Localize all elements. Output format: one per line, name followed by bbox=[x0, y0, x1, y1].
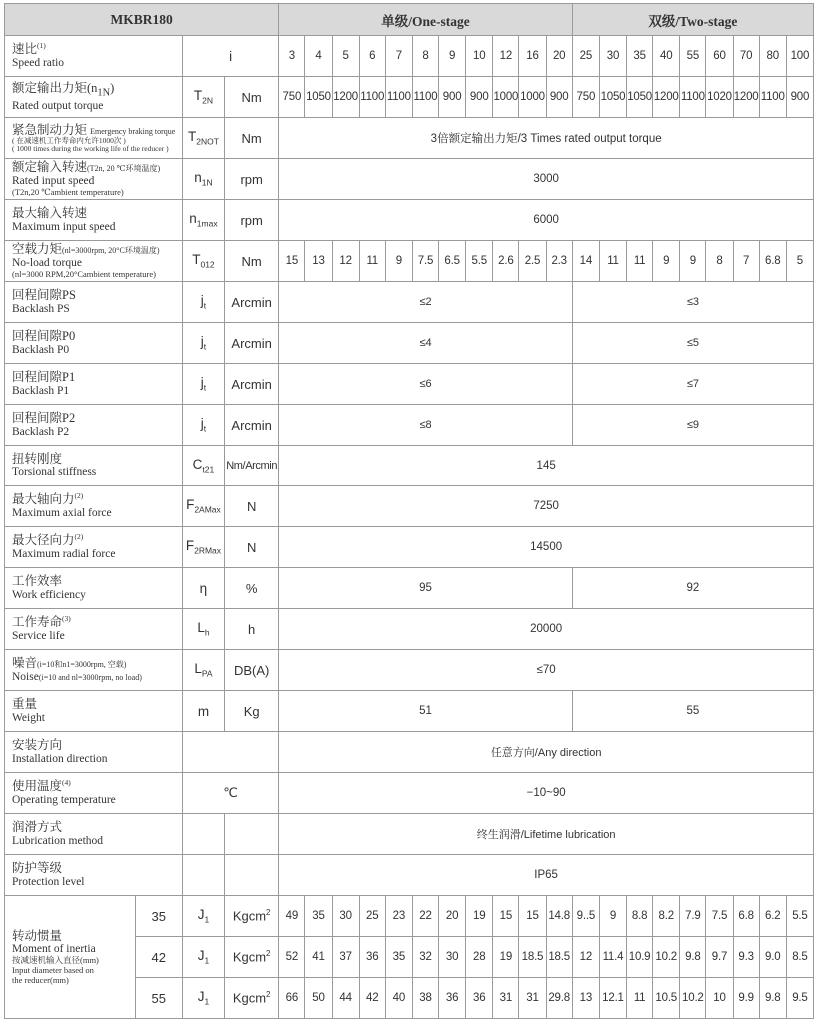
value-cell: 36 bbox=[466, 978, 493, 1019]
value-cell: 任意方向/Any direction bbox=[279, 732, 814, 773]
row-symbol: η bbox=[182, 568, 224, 609]
value-cell: 8.2 bbox=[653, 896, 680, 937]
value-cell: 16 bbox=[519, 36, 546, 77]
value-cell: ≤5 bbox=[572, 323, 813, 364]
protection-row bbox=[5, 855, 814, 896]
value-cell: 1200 bbox=[733, 77, 759, 118]
rated-input-speed-row bbox=[5, 159, 814, 200]
value-cell: 10.2 bbox=[680, 978, 706, 1019]
value-cell: 9.8 bbox=[759, 978, 786, 1019]
row-symbol: $j_t$ bbox=[182, 405, 224, 446]
value-cell: 22 bbox=[412, 896, 438, 937]
row-label: 回程间隙P0 Backlash P0 bbox=[5, 323, 183, 364]
value-cell: 1100 bbox=[359, 77, 385, 118]
installation-row bbox=[5, 732, 814, 773]
row-symbol: $F_{2RMax}$ bbox=[182, 527, 224, 568]
value-cell: 5.5 bbox=[786, 896, 813, 937]
value-cell: 35 bbox=[627, 36, 653, 77]
value-cell: 8 bbox=[412, 36, 438, 77]
value-cell: 13 bbox=[305, 241, 332, 282]
row-unit: N bbox=[225, 527, 279, 568]
value-cell: 36 bbox=[359, 937, 385, 978]
value-cell: 31 bbox=[519, 978, 546, 1019]
value-cell: 14500 bbox=[279, 527, 814, 568]
row-unit: Kgcm$^2$ bbox=[225, 896, 279, 937]
backlash-p1-row bbox=[5, 364, 814, 405]
value-cell: 1100 bbox=[385, 77, 412, 118]
value-cell: 30 bbox=[599, 36, 626, 77]
row-label: 额定输出力矩$(n_{1N})$ Rated output torque bbox=[5, 77, 183, 118]
spec-table bbox=[4, 3, 814, 1019]
value-cell: ≤8 bbox=[279, 405, 573, 446]
value-cell: ≤9 bbox=[572, 405, 813, 446]
operating-temperature-row bbox=[5, 773, 814, 814]
row-symbol: $J_1$ bbox=[182, 937, 224, 978]
value-cell: 30 bbox=[439, 937, 466, 978]
value-cell: 1100 bbox=[759, 77, 786, 118]
speed-ratio-row bbox=[5, 36, 814, 77]
value-cell: 5 bbox=[332, 36, 359, 77]
value-cell: ≤70 bbox=[279, 650, 814, 691]
row-symbol: $L_{PA}$ bbox=[182, 650, 224, 691]
value-cell: 52 bbox=[279, 937, 305, 978]
value-cell: 70 bbox=[733, 36, 759, 77]
value-cell: 55 bbox=[572, 691, 813, 732]
value-cell: 9.5 bbox=[786, 978, 813, 1019]
value-cell: 49 bbox=[279, 896, 305, 937]
max-input-speed-row bbox=[5, 200, 814, 241]
value-cell: 145 bbox=[279, 446, 814, 486]
row-symbol: m bbox=[182, 691, 224, 732]
row-symbol: $C_{t21}$ bbox=[182, 446, 224, 486]
row-symbol: $T_{012}$ bbox=[182, 241, 224, 282]
value-cell: 15 bbox=[493, 896, 519, 937]
row-symbol: $T_{2NOT}$ bbox=[182, 118, 224, 159]
value-cell: ≤7 bbox=[572, 364, 813, 405]
value-cell: 9 bbox=[599, 896, 626, 937]
max-axial-force-row bbox=[5, 486, 814, 527]
row-label: 扭转刚度 Torsional stiffness bbox=[5, 446, 183, 486]
value-cell: 4 bbox=[305, 36, 332, 77]
input-diameter: 55 bbox=[135, 978, 182, 1019]
value-cell: 9 bbox=[653, 241, 680, 282]
value-cell: 8.8 bbox=[627, 896, 653, 937]
value-cell: 5 bbox=[786, 241, 813, 282]
value-cell: 60 bbox=[706, 36, 733, 77]
value-cell: 14 bbox=[572, 241, 599, 282]
value-cell: 42 bbox=[359, 978, 385, 1019]
row-unit: Nm bbox=[225, 241, 279, 282]
value-cell: 900 bbox=[439, 77, 466, 118]
value-cell: 9..5 bbox=[572, 896, 599, 937]
value-cell: 1050 bbox=[599, 77, 626, 118]
row-symbol: $J_1$ bbox=[182, 978, 224, 1019]
row-symbol: $J_1$ bbox=[182, 896, 224, 937]
work-efficiency-row bbox=[5, 568, 814, 609]
rated-torque-row bbox=[5, 77, 814, 118]
value-cell: −10~90 bbox=[279, 773, 814, 814]
row-label: 使用温度$^{(4)}$ Operating temperature bbox=[5, 773, 183, 814]
row-symbol: $n_{1N}$ bbox=[182, 159, 224, 200]
value-cell: 5.5 bbox=[466, 241, 493, 282]
value-cell: 900 bbox=[786, 77, 813, 118]
value-cell: 1020 bbox=[706, 77, 733, 118]
value-cell: 1200 bbox=[332, 77, 359, 118]
value-cell: 3 bbox=[279, 36, 305, 77]
empty-cell bbox=[182, 814, 224, 855]
row-label: 回程间隙P1 Backlash P1 bbox=[5, 364, 183, 405]
value-cell: 10 bbox=[466, 36, 493, 77]
weight-row bbox=[5, 691, 814, 732]
value-cell: 8 bbox=[706, 241, 733, 282]
row-unit: Arcmin bbox=[225, 323, 279, 364]
row-unit: Kgcm$^2$ bbox=[225, 937, 279, 978]
value-cell: 20 bbox=[439, 896, 466, 937]
value-cell: 6 bbox=[359, 36, 385, 77]
torsional-stiffness-row bbox=[5, 446, 814, 486]
row-label: 转动惯量 Moment of inertia 按减速机输入直径(mm) Input diameter based on the reducer(mm) bbox=[5, 896, 136, 1019]
value-cell: 95 bbox=[279, 568, 573, 609]
value-cell: 9.9 bbox=[733, 978, 759, 1019]
value-cell: 9.7 bbox=[706, 937, 733, 978]
value-cell: 19 bbox=[466, 896, 493, 937]
value-cell: ≤6 bbox=[279, 364, 573, 405]
row-symbol: $j_t$ bbox=[182, 364, 224, 405]
value-cell: 10.5 bbox=[653, 978, 680, 1019]
row-label: 最大输入转速 Maximum input speed bbox=[5, 200, 183, 241]
value-cell: 40 bbox=[653, 36, 680, 77]
value-cell: 44 bbox=[332, 978, 359, 1019]
row-unit: rpm bbox=[225, 159, 279, 200]
service-life-row bbox=[5, 609, 814, 650]
value-cell: 1050 bbox=[627, 77, 653, 118]
value-cell: 51 bbox=[279, 691, 573, 732]
input-diameter: 35 bbox=[135, 896, 182, 937]
value-cell: 92 bbox=[572, 568, 813, 609]
value-cell: IP65 bbox=[279, 855, 814, 896]
value-cell: 750 bbox=[279, 77, 305, 118]
value-cell: 80 bbox=[759, 36, 786, 77]
value-cell: 41 bbox=[305, 937, 332, 978]
no-load-torque-row bbox=[5, 241, 814, 282]
emergency-torque-row bbox=[5, 118, 814, 159]
empty-cell bbox=[182, 732, 278, 773]
backlash-p2-row bbox=[5, 405, 814, 446]
model-name: MKBR180 bbox=[5, 4, 279, 36]
value-cell: 20000 bbox=[279, 609, 814, 650]
value-cell: 6000 bbox=[279, 200, 814, 241]
value-cell: 23 bbox=[385, 896, 412, 937]
value-cell: 2.3 bbox=[546, 241, 572, 282]
row-label: 回程间隙P2 Backlash P2 bbox=[5, 405, 183, 446]
row-label: 噪音(i=10和n1=3000rpm, 空载) Noise(i=10 and nl=3000rpm, no load) bbox=[5, 650, 183, 691]
value-cell: 7 bbox=[733, 241, 759, 282]
value-cell: 9 bbox=[439, 36, 466, 77]
lubrication-row bbox=[5, 814, 814, 855]
row-unit: % bbox=[225, 568, 279, 609]
value-cell: 7 bbox=[385, 36, 412, 77]
value-cell: 6.8 bbox=[759, 241, 786, 282]
value-cell: 11.4 bbox=[599, 937, 626, 978]
value-cell: 31 bbox=[493, 978, 519, 1019]
value-cell: 28 bbox=[466, 937, 493, 978]
value-cell: 1100 bbox=[680, 77, 706, 118]
row-unit: h bbox=[225, 609, 279, 650]
value-cell: ≤4 bbox=[279, 323, 573, 364]
value-cell: 3000 bbox=[279, 159, 814, 200]
value-cell: 55 bbox=[680, 36, 706, 77]
row-label: 润滑方式 Lubrication method bbox=[5, 814, 183, 855]
value-cell: 50 bbox=[305, 978, 332, 1019]
value-cell: 11 bbox=[627, 978, 653, 1019]
value-cell: 30 bbox=[332, 896, 359, 937]
value-cell: 7.9 bbox=[680, 896, 706, 937]
value-cell: 6.2 bbox=[759, 896, 786, 937]
value-cell: 25 bbox=[359, 896, 385, 937]
value-cell: 37 bbox=[332, 937, 359, 978]
row-unit: Nm bbox=[225, 77, 279, 118]
value-cell: 终生润滑/Lifetime lubrication bbox=[279, 814, 814, 855]
value-cell: 7250 bbox=[279, 486, 814, 527]
row-label: 安装方向 Installation direction bbox=[5, 732, 183, 773]
row-label: 最大径向力$^{(2)}$ Maximum radial force bbox=[5, 527, 183, 568]
value-cell: 900 bbox=[466, 77, 493, 118]
row-label: 紧急制动力矩 Emergency braking torque ( 在减速机工作寿命内允许1000次 ) ( 1000 times during the working life of the reducer ) bbox=[5, 118, 183, 159]
value-cell: 12 bbox=[572, 937, 599, 978]
value-cell: 15 bbox=[279, 241, 305, 282]
value-cell: 8.5 bbox=[786, 937, 813, 978]
value-cell: 9.3 bbox=[733, 937, 759, 978]
value-cell: 10 bbox=[706, 978, 733, 1019]
backlash-p0-row bbox=[5, 323, 814, 364]
value-cell: 66 bbox=[279, 978, 305, 1019]
value-cell: 25 bbox=[572, 36, 599, 77]
row-label: 最大轴向力$^{(2)}$ Maximum axial force bbox=[5, 486, 183, 527]
inertia-row-35 bbox=[5, 896, 814, 937]
value-cell: 11 bbox=[599, 241, 626, 282]
value-cell: 12 bbox=[493, 36, 519, 77]
row-symbol: $n_{1max}$ bbox=[182, 200, 224, 241]
value-cell: 10.2 bbox=[653, 937, 680, 978]
backlash-ps-row bbox=[5, 282, 814, 323]
value-cell: 1000 bbox=[493, 77, 519, 118]
value-cell: 36 bbox=[439, 978, 466, 1019]
value-cell: 9 bbox=[385, 241, 412, 282]
noise-row bbox=[5, 650, 814, 691]
value-cell: 15 bbox=[519, 896, 546, 937]
row-symbol: $j_t$ bbox=[182, 282, 224, 323]
value-cell: ≤3 bbox=[572, 282, 813, 323]
value-cell: 6.5 bbox=[439, 241, 466, 282]
value-cell: 11 bbox=[627, 241, 653, 282]
value-cell: 18.5 bbox=[519, 937, 546, 978]
row-symbol: $F_{2AMax}$ bbox=[182, 486, 224, 527]
value-cell: 9.0 bbox=[759, 937, 786, 978]
value-cell: ≤2 bbox=[279, 282, 573, 323]
value-cell: 29.8 bbox=[546, 978, 572, 1019]
row-symbol: $j_t$ bbox=[182, 323, 224, 364]
row-unit: Arcmin bbox=[225, 364, 279, 405]
value-cell: 900 bbox=[546, 77, 572, 118]
row-unit: ℃ bbox=[182, 773, 278, 814]
row-unit: Arcmin bbox=[225, 282, 279, 323]
row-unit: Kgcm$^2$ bbox=[225, 978, 279, 1019]
empty-cell bbox=[225, 814, 279, 855]
value-cell: 6.8 bbox=[733, 896, 759, 937]
value-cell: 38 bbox=[412, 978, 438, 1019]
value-cell: 12 bbox=[332, 241, 359, 282]
empty-cell bbox=[225, 855, 279, 896]
row-unit: Nm bbox=[225, 118, 279, 159]
value-cell: 2.6 bbox=[493, 241, 519, 282]
value-cell: 1100 bbox=[412, 77, 438, 118]
value-cell: 9 bbox=[680, 241, 706, 282]
value-cell: 20 bbox=[546, 36, 572, 77]
value-cell: 100 bbox=[786, 36, 813, 77]
value-cell: 35 bbox=[305, 896, 332, 937]
value-cell: 7.5 bbox=[706, 896, 733, 937]
row-unit: Nm/Arcmin bbox=[225, 446, 279, 486]
row-symbol: i bbox=[182, 36, 278, 77]
row-unit: rpm bbox=[225, 200, 279, 241]
row-unit: N bbox=[225, 486, 279, 527]
value-cell: 40 bbox=[385, 978, 412, 1019]
value-cell: 2.5 bbox=[519, 241, 546, 282]
single-stage-header: 单级/One-stage bbox=[279, 4, 573, 36]
empty-cell bbox=[182, 855, 224, 896]
value-cell: 3倍额定输出力矩/3 Times rated output torque bbox=[279, 118, 814, 159]
value-cell: 9.8 bbox=[680, 937, 706, 978]
row-symbol: $L_h$ bbox=[182, 609, 224, 650]
row-unit: DB(A) bbox=[225, 650, 279, 691]
row-symbol: $T_{2N}$ bbox=[182, 77, 224, 118]
value-cell: 7.5 bbox=[412, 241, 438, 282]
row-label: 重量 Weight bbox=[5, 691, 183, 732]
table-header-row bbox=[5, 4, 814, 36]
row-label: 速比$^{(1)}$ Speed ratio bbox=[5, 36, 183, 77]
value-cell: 19 bbox=[493, 937, 519, 978]
value-cell: 12.1 bbox=[599, 978, 626, 1019]
value-cell: 1050 bbox=[305, 77, 332, 118]
two-stage-header: 双级/Two-stage bbox=[572, 4, 813, 36]
value-cell: 1000 bbox=[519, 77, 546, 118]
row-label: 额定输入转速(T2n, 20 ℃环境温度) Rated input speed (T2n,20 ℃ambient temperature) bbox=[5, 159, 183, 200]
value-cell: 11 bbox=[359, 241, 385, 282]
max-radial-force-row bbox=[5, 527, 814, 568]
value-cell: 32 bbox=[412, 937, 438, 978]
value-cell: 18.5 bbox=[546, 937, 572, 978]
row-label: 空载力矩(nl=3000rpm, 20°C环境温度) No-load torque (nl=3000 RPM,20°Cambient temperature) bbox=[5, 241, 183, 282]
value-cell: 10.9 bbox=[627, 937, 653, 978]
input-diameter: 42 bbox=[135, 937, 182, 978]
value-cell: 13 bbox=[572, 978, 599, 1019]
value-cell: 35 bbox=[385, 937, 412, 978]
value-cell: 750 bbox=[572, 77, 599, 118]
row-label: 工作效率 Work efficiency bbox=[5, 568, 183, 609]
row-label: 工作寿命$^{(3)}$ Service life bbox=[5, 609, 183, 650]
row-label: 回程间隙PS Backlash PS bbox=[5, 282, 183, 323]
row-label: 防护等级 Protection level bbox=[5, 855, 183, 896]
row-unit: Arcmin bbox=[225, 405, 279, 446]
value-cell: 1200 bbox=[653, 77, 680, 118]
value-cell: 14.8 bbox=[546, 896, 572, 937]
row-unit: Kg bbox=[225, 691, 279, 732]
